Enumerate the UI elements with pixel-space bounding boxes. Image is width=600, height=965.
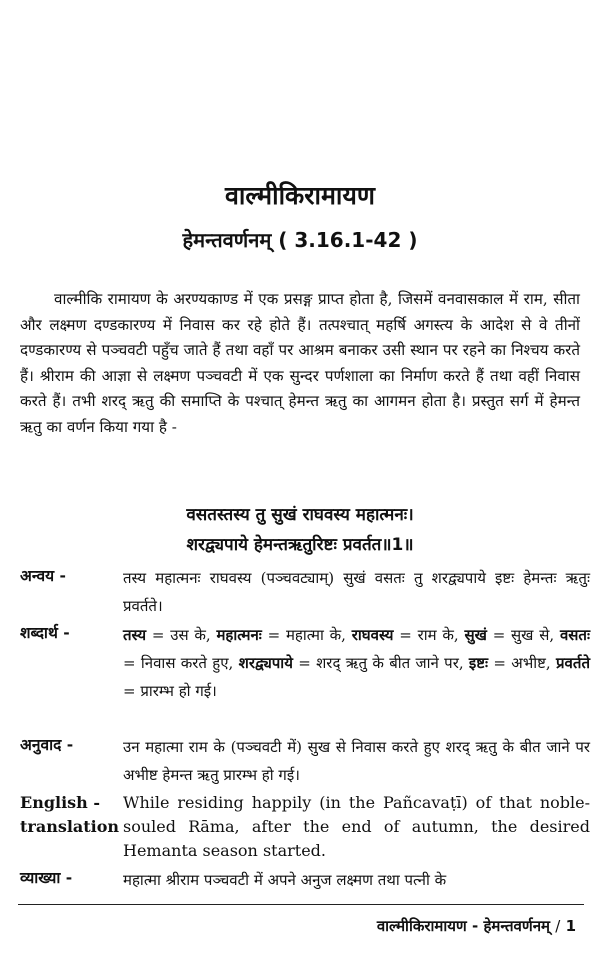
page-subtitle: हेमन्तवर्णनम् ( 3.16.1-42 ) <box>182 228 418 252</box>
glossary-meaning: = राम के, <box>393 626 465 644</box>
glossary-word: राघवस्य <box>351 626 394 644</box>
anvaya-text: तस्य महात्मनः राघवस्य (पञ्चवट्याम्) सुखं वसतः तु शरद्व्यपाये इष्टः हेमन्तः ऋतुः प्रवर्तते। <box>123 569 590 615</box>
footer-title: वाल्मीकिरामायण - हेमन्तवर्णनम् <box>376 917 551 935</box>
page-title: वाल्मीकिरामायण <box>225 181 375 210</box>
glossary-word: प्रवर्तते <box>556 654 590 672</box>
anvaya-label: अन्वय - <box>20 567 66 585</box>
glossary-meaning: = निवास करते हुए, <box>123 654 239 672</box>
shabdartha-label: शब्दार्थ - <box>20 624 70 642</box>
glossary-meaning: = अभीष्ट, <box>488 654 557 672</box>
glossary-meaning: = महात्मा के, <box>261 626 352 644</box>
vyakhya-text: महात्मा श्रीराम पञ्चवटी में अपने अनुज लक्ष्मण तथा पत्नी के <box>123 871 447 889</box>
glossary-word: शरद्व्यपाये <box>238 654 293 672</box>
glossary-word: सुखं <box>464 626 487 644</box>
english-text: While residing happily (in the Pañcavaṭī) of that noble-souled Rāma, after the end of autumn, the desired Hemanta season started. <box>123 793 590 860</box>
verse-line-1: वसतस्तस्य तु सुखं राघवस्य महात्मनः। <box>186 505 414 525</box>
verse-line-2: शरद्व्यपाये हेमन्तऋतुरिष्टः प्रवर्तत॥1॥ <box>186 535 414 555</box>
glossary-word: इष्टः <box>468 654 489 672</box>
footer-rule <box>18 904 584 905</box>
glossary-meaning: = प्रारम्भ हो गई। <box>123 682 217 700</box>
english-label-line1: English - <box>20 793 101 812</box>
glossary-word: तस्य <box>123 626 147 644</box>
english-label <box>20 791 120 839</box>
glossary-word: महात्मनः <box>216 626 262 644</box>
english-label-line2: translation <box>20 817 120 836</box>
glossary-meaning: = उस के, <box>146 626 217 644</box>
shabdartha-text <box>123 621 590 705</box>
page-number: 1 <box>565 917 576 935</box>
vyakhya-label: व्याख्या - <box>20 869 73 887</box>
footer-separator: / <box>555 917 561 935</box>
intro-text: वाल्मीकि रामायण के अरण्यकाण्ड में एक प्रसङ्ग प्राप्त होता है, जिसमें वनवासकाल में राम, सीता और लक्ष्मण दण्डकारण्य में निवास कर रहे होते हैं। तत्पश्चात् महर्षि अगस्त्य के आदेश से वे तीनों दण्डकारण्य से पञ्चवटी पहुँच जाते हैं तथा वहाँ पर आश्रम बनाकर उसी स्थान पर रहने का निश्चय करते हैं। श्रीराम की आज्ञा से लक्ष्मण पञ्चवटी में एक सुन्दर पर्णशाला का निर्माण करते हैं तथा वहीं निवास करते हैं। तभी शरद् ऋतु की समाप्ति के पश्चात् हेमन्त ऋतु का आगमन होता है। प्रस्तुत सर्ग में हेमन्त ऋतु का वर्णन किया गया है - <box>20 290 580 436</box>
intro-paragraph <box>20 287 580 441</box>
glossary-word: वसतः <box>559 626 590 644</box>
glossary-meaning: = सुख से, <box>486 626 560 644</box>
anuvad-text: उन महात्मा राम के (पञ्चवटी में) सुख से निवास करते हुए शरद् ऋतु के बीत जाने पर अभीष्ट हेमन्त ऋतु प्रारम्भ हो गई। <box>123 738 590 784</box>
page-footer <box>377 916 576 936</box>
anuvad-label: अनुवाद - <box>20 736 74 754</box>
glossary-meaning: = शरद् ऋतु के बीत जाने पर, <box>292 654 469 672</box>
